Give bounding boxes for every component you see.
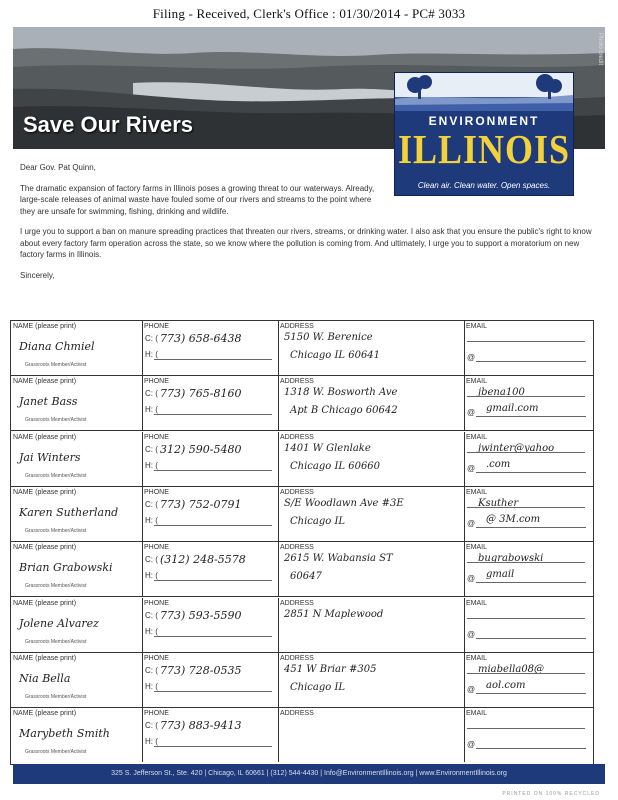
email-domain-line [476, 748, 586, 749]
address-cell [278, 598, 465, 652]
email-label: EMAIL [466, 654, 488, 662]
signer-name[interactable]: Jai Winters [19, 450, 81, 464]
signature-row [11, 487, 593, 542]
name-cell [11, 542, 143, 596]
email-domain-line [476, 693, 586, 694]
phone-label: PHONE [144, 599, 169, 607]
signature-row [11, 321, 593, 376]
address-cell [278, 376, 465, 430]
email-domain-line [476, 582, 586, 583]
home-phone-line [154, 580, 272, 581]
home-phone-line [154, 691, 272, 692]
email-cell [464, 542, 593, 596]
name-cell [11, 598, 143, 652]
signer-address-line-1[interactable]: 5150 W. Berenice [284, 332, 373, 343]
email-line [467, 452, 585, 453]
filing-stamp: Filing - Received, Clerk's Office : 01/30/2014 - PC# 3033 [152, 6, 466, 21]
signer-address-line-1[interactable]: 2615 W. Wabansia ST [284, 553, 393, 565]
name-cell [11, 653, 143, 707]
cell-prefix: C: ( [145, 444, 158, 454]
phone-cell [142, 487, 279, 541]
at-symbol: @ [467, 629, 476, 639]
phone-label: PHONE [144, 378, 169, 386]
salutation: Dear Gov. Pat Quinn, [20, 163, 96, 172]
home-prefix: H: ( [145, 350, 158, 359]
signer-address-line-2[interactable]: Chicago IL 60641 [290, 350, 381, 361]
signer-address-line-1[interactable]: 1318 W. Bosworth Ave [284, 387, 398, 399]
phone-cell [142, 542, 279, 596]
signer-phone[interactable]: 773) 765-8160 [160, 387, 242, 401]
logo-illinois-text: ILLINOIS [397, 126, 571, 172]
grassroots-label: Grassroots Member/Activist [25, 749, 87, 756]
signature-row [11, 542, 593, 597]
signer-address-line-1[interactable]: 1401 W Glenlake [284, 442, 371, 454]
email-domain-line [476, 472, 586, 473]
signer-email-line-2[interactable]: gmail [486, 569, 515, 581]
at-symbol: @ [467, 574, 476, 584]
signer-phone[interactable]: 773) 728-0535 [160, 663, 242, 677]
cell-prefix: C: ( [145, 555, 158, 565]
home-phone-line [154, 359, 272, 360]
signer-address-line-2[interactable]: 60647 [290, 571, 322, 583]
phone-cell [142, 321, 279, 375]
tree-icon [395, 73, 573, 111]
phone-label: PHONE [144, 710, 169, 718]
name-cell [11, 487, 143, 541]
email-domain-line [476, 527, 586, 528]
email-domain-line [476, 361, 586, 362]
email-line [467, 507, 585, 508]
signer-address-line-2[interactable]: Chicago IL [290, 515, 346, 527]
address-label: ADDRESS [280, 378, 314, 386]
email-line [467, 673, 585, 674]
email-cell [464, 598, 593, 652]
email-label: EMAIL [466, 433, 488, 441]
signer-address-line-1[interactable]: 2851 N Maplewood [284, 608, 384, 620]
email-line [467, 618, 585, 619]
signer-name[interactable]: Karen Sutherland [19, 505, 119, 519]
grassroots-label: Grassroots Member/Activist [25, 362, 87, 368]
signer-name[interactable]: Diana Chmiel [19, 340, 95, 353]
petition-letter [20, 162, 595, 290]
printed-note: PRINTED ON 100% RECYCLED [502, 791, 600, 797]
phone-label: PHONE [144, 488, 169, 496]
email-line [467, 396, 585, 397]
at-symbol: @ [467, 463, 476, 473]
home-prefix: H: ( [145, 571, 158, 581]
signer-name[interactable]: Jolene Alvarez [19, 616, 99, 630]
phone-label: PHONE [144, 544, 169, 552]
address-cell [278, 432, 465, 486]
signer-email-line-1[interactable]: jwinter@yahoo [478, 442, 555, 454]
signer-name[interactable]: Janet Bass [19, 395, 78, 409]
phone-cell [142, 708, 279, 762]
email-line [467, 562, 585, 563]
phone-cell [142, 598, 279, 652]
address-label: ADDRESS [280, 323, 314, 330]
signer-email-line-2[interactable]: aol.com [486, 679, 526, 691]
address-cell [278, 487, 465, 541]
logo-sky [395, 73, 573, 111]
home-phone-line [154, 470, 272, 471]
cell-prefix: C: ( [145, 389, 158, 399]
signer-email-line-1[interactable]: Ksuther [478, 497, 519, 509]
email-label: EMAIL [466, 378, 488, 386]
address-label: ADDRESS [280, 433, 314, 441]
home-phone-line [154, 746, 272, 747]
home-phone-line [154, 414, 272, 415]
signer-email-line-1[interactable]: miabella08@ [478, 663, 545, 675]
grassroots-label: Grassroots Member/Activist [25, 527, 87, 534]
email-label: EMAIL [466, 544, 488, 552]
home-prefix: H: ( [145, 681, 158, 691]
photo-credit: Photo credit [597, 33, 603, 66]
signer-email-line-2[interactable]: @ 3M.com [486, 513, 541, 525]
signer-address-line-2[interactable]: Chicago IL 60660 [290, 460, 381, 472]
signer-address-line-2[interactable]: Apt B Chicago 60642 [290, 405, 398, 417]
signer-address-line-1[interactable]: 451 W Briar #305 [284, 663, 377, 675]
email-cell [464, 487, 593, 541]
name-cell [11, 708, 143, 762]
grassroots-label: Grassroots Member/Activist [25, 638, 87, 645]
cell-prefix: C: ( [145, 721, 158, 731]
logo-environment-text: ENVIRONMENT [428, 114, 540, 128]
footer-contact: 325 S. Jefferson St., Ste. 420 | Chicago, IL 60661 | (312) 544-4430 | Info@EnvironmentIllinois.org | www.EnvironmentIllinois.org [13, 764, 605, 784]
at-symbol: @ [467, 408, 476, 418]
address-cell [278, 708, 465, 762]
name-label: NAME (please print) [13, 378, 77, 386]
signature-row [11, 708, 593, 762]
address-cell [278, 653, 465, 707]
phone-label: PHONE [144, 323, 169, 330]
name-cell [11, 376, 143, 430]
cell-prefix: C: ( [145, 610, 158, 620]
at-symbol: @ [467, 518, 476, 528]
signer-address-line-2[interactable]: Chicago IL [290, 681, 346, 693]
cell-prefix: C: ( [145, 499, 158, 509]
cell-prefix: C: ( [145, 334, 158, 343]
signer-phone[interactable]: (312) 248-5578 [160, 553, 246, 567]
home-prefix: H: ( [145, 405, 158, 415]
name-label: NAME (please print) [13, 599, 77, 607]
email-cell [464, 432, 593, 486]
email-label: EMAIL [466, 599, 488, 607]
at-symbol: @ [467, 353, 476, 362]
signature-form [10, 320, 594, 765]
phone-label: PHONE [144, 654, 169, 662]
signer-phone[interactable]: 312) 590-5480 [160, 442, 242, 456]
name-label: NAME (please print) [13, 433, 77, 441]
at-symbol: @ [467, 740, 476, 750]
name-label: NAME (please print) [13, 654, 77, 662]
grassroots-label: Grassroots Member/Activist [25, 417, 87, 424]
at-symbol: @ [467, 684, 476, 694]
banner-title: Save Our Rivers [23, 112, 193, 137]
email-cell [464, 653, 593, 707]
home-prefix: H: ( [145, 737, 158, 747]
email-cell [464, 708, 593, 762]
email-cell [464, 321, 593, 375]
email-domain-line [476, 638, 586, 639]
home-prefix: H: ( [145, 515, 158, 525]
grassroots-label: Grassroots Member/Activist [25, 693, 87, 700]
email-cell [464, 376, 593, 430]
name-cell [11, 432, 143, 486]
home-phone-line [154, 525, 272, 526]
closing: Sincerely, [20, 270, 55, 280]
signer-phone[interactable]: 773) 658-6438 [160, 332, 242, 345]
email-label: EMAIL [466, 323, 488, 330]
signer-name[interactable]: Brian Grabowski [19, 561, 113, 575]
email-line [467, 341, 585, 342]
signer-address-line-1[interactable]: S/E Woodlawn Ave #3E [284, 497, 404, 509]
address-label: ADDRESS [280, 544, 314, 552]
signer-email-line-2[interactable]: gmail.com [486, 403, 539, 415]
email-line [467, 728, 585, 729]
letter-paragraph-2: I urge you to support a ban on manure spreading practices that threaten our rivers, streams, or drinking water. I also ask that you ensure the public's right to know about every factory farm operation across the state, so we know where the pollution is coming from. And ultimately, I urge you to support a moratorium on new factory farms in Illinois. [20, 227, 592, 259]
signer-phone[interactable]: 773) 883-9413 [160, 719, 242, 733]
signer-name[interactable]: Marybeth Smith [19, 727, 110, 741]
email-label: EMAIL [466, 710, 488, 718]
signer-email-line-2[interactable]: .com [486, 458, 511, 470]
grassroots-label: Grassroots Member/Activist [25, 583, 87, 590]
name-label: NAME (please print) [13, 323, 77, 330]
signature-row [11, 432, 593, 487]
address-label: ADDRESS [280, 654, 314, 662]
signature-row [11, 376, 593, 431]
phone-label: PHONE [144, 433, 169, 441]
signer-name[interactable]: Nia Bella [19, 671, 71, 685]
name-label: NAME (please print) [13, 488, 77, 496]
phone-cell [142, 376, 279, 430]
signer-phone[interactable]: 773) 752-0791 [160, 497, 242, 511]
name-cell [11, 321, 143, 375]
signer-email-line-1[interactable]: bugrabowski [478, 553, 544, 565]
signer-email-line-1[interactable]: jbena100 [478, 387, 525, 399]
cell-prefix: C: ( [145, 665, 158, 675]
name-label: NAME (please print) [13, 710, 77, 718]
signature-row [11, 598, 593, 653]
home-prefix: H: ( [145, 460, 158, 470]
address-label: ADDRESS [280, 599, 314, 607]
home-prefix: H: ( [145, 626, 158, 636]
signature-row [11, 653, 593, 708]
home-phone-line [154, 636, 272, 637]
email-label: EMAIL [466, 488, 488, 496]
phone-cell [142, 653, 279, 707]
signer-phone[interactable]: 773) 593-5590 [160, 608, 242, 622]
address-label: ADDRESS [280, 710, 314, 718]
address-label: ADDRESS [280, 488, 314, 496]
phone-cell [142, 432, 279, 486]
logo-tagline: Clean air. Clean water. Open spaces. [417, 181, 551, 190]
address-cell [278, 321, 465, 375]
email-domain-line [476, 416, 586, 417]
name-label: NAME (please print) [13, 544, 77, 552]
grassroots-label: Grassroots Member/Activist [25, 472, 87, 479]
letter-paragraph-1: The dramatic expansion of factory farms in Illinois poses a growing threat to our waterways. Already, large-scale releases of animal waste have fouled some of our rivers and streams to the point where they are unsafe for swimming, fishing, drinking and wildlife. [20, 183, 375, 216]
address-cell [278, 542, 465, 596]
